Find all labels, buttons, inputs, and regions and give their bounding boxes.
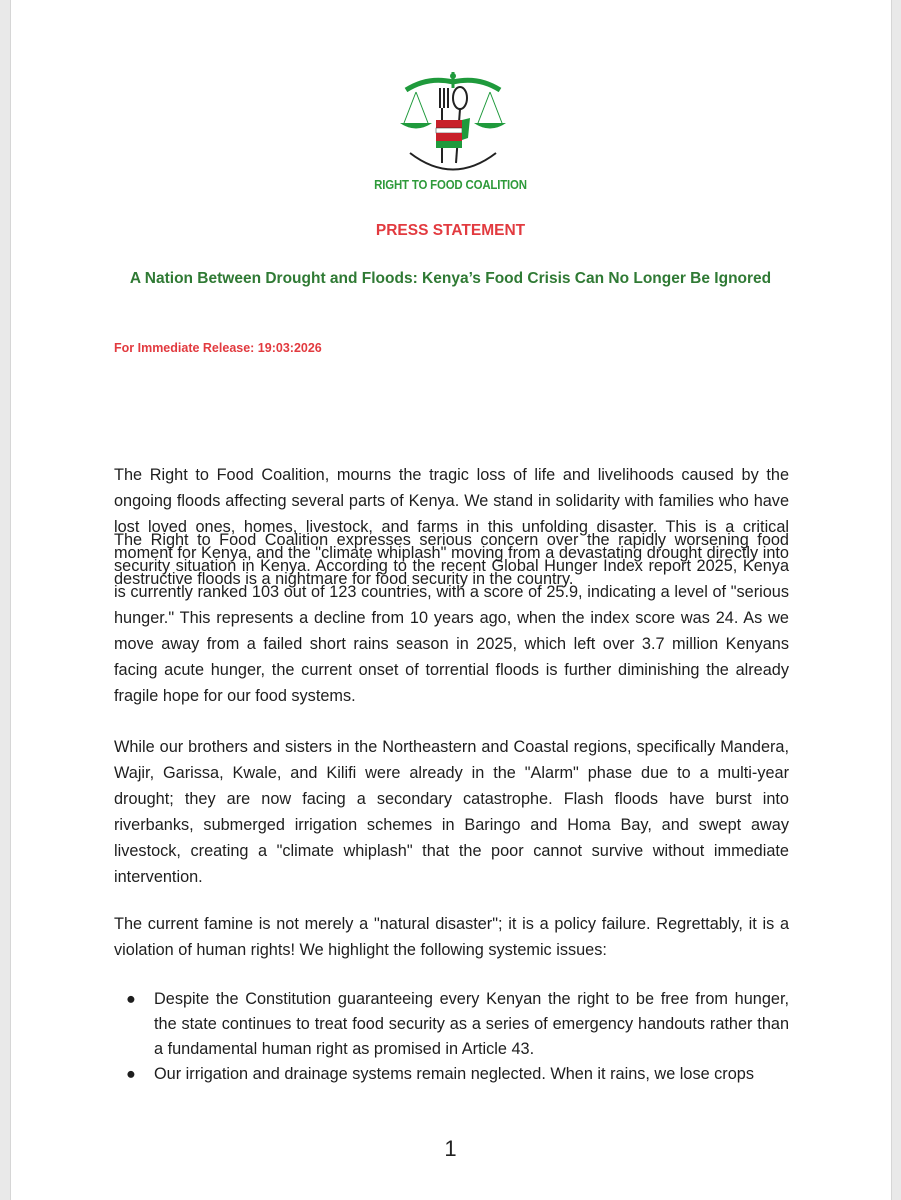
paragraph: The current famine is not merely a "natural disaster"; it is a policy failure. Regrettably, it is a violation of human rights! We highlight the following systemic issues: [114,915,789,959]
paragraph: While our brothers and sisters in the Northeastern and Coastal regions, specifically Mandera, Wajir, Garissa, Kwale, and Kilifi were already in the "Alarm" phase due to a multi-year drought; they are now facing a secondary catastrophe. Flash floods have burst into riverbanks, submerged irrigation schemes in Baringo and Homa Bay, and swept away livestock, creating a "climate whiplash" that the poor cannot survive without immediate intervention. [114,738,789,886]
list-item-text: Our irrigation and drainage systems remain neglected. When it rains, we lose crops [154,1065,754,1083]
systemic-issues-list [114,987,789,1087]
release-date: For Immediate Release: 19:03:2026 [114,341,322,355]
bullet-icon: ● [126,990,136,1008]
paragraph: The Right to Food Coalition expresses serious concern over the rapidly worsening food security situation in Kenya. According to the recent Global Hunger Index report 2025, Kenya is currently ranked 103 out of 123 countries, with a score of 25.9, indicating a level of "serious hunger." This represents a decline from 10 years ago, when the index score was 24. As we move away from a failed short rains season in 2025, which left over 3.7 million Kenyans facing acute hunger, the current onset of torrential floods is further diminishing the already fragile hope for our food systems. [114,531,789,705]
statement-title: A Nation Between Drought and Floods: Kenya’s Food Crisis Can No Longer Be Ignored [129,270,772,287]
page-number: 1 [444,1136,457,1161]
right-to-food-coalition-logo [398,68,508,178]
press-statement-label: PRESS STATEMENT [375,222,526,239]
bullet-icon: ● [126,1065,136,1083]
paragraph: The Right to Food Coalition, mourns the tragic loss of life and livelihoods caused by the ongoing floods affecting several parts of Kenya. We stand in solidarity with families who have lost loved ones, homes, livestock, and farms in this unfolding disaster. This is a critical moment for Kenya, and the "climate whiplash" moving from a devastating drought directly into destructive floods is a nightmare for food security in the country. [114,466,789,588]
organization-name: RIGHT TO FOOD COALITION [374,177,527,192]
list-item [114,987,789,1062]
list-item-text: Despite the Constitution guaranteeing every Kenyan the right to be free from hunger, the state continues to treat food security as a series of emergency handouts rather than a fundamental human right as promised in Article 43. [154,990,789,1058]
list-item [114,1062,789,1087]
